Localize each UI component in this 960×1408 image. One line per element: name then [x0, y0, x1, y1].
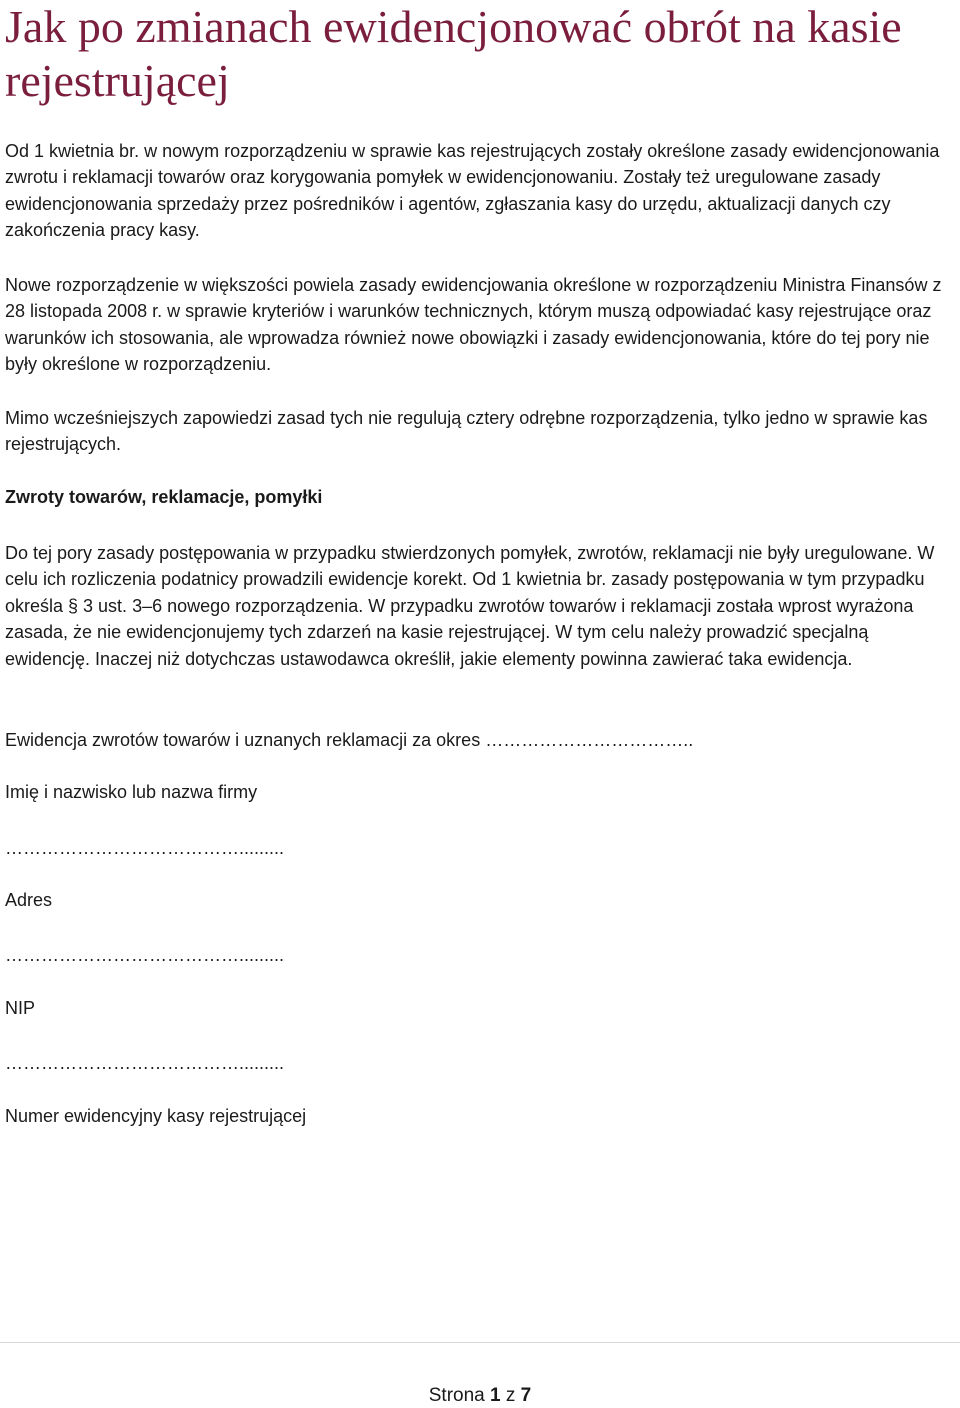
form-dots-nip: ………………………………….........	[5, 1053, 285, 1073]
form-line-period: Ewidencja zwrotów towarów i uznanych reklamacji za okres ……………………………..	[5, 730, 694, 750]
footer-separator: z	[505, 1385, 516, 1406]
footer-divider	[0, 1342, 960, 1343]
form-label-register-number: Numer ewidencyjny kasy rejestrującej	[5, 1106, 307, 1126]
footer-current-page: 1	[490, 1385, 501, 1406]
form-label-address: Adres	[5, 890, 53, 910]
page-footer	[0, 1385, 960, 1407]
footer-total-pages: 7	[520, 1385, 532, 1406]
paragraph-intro: Od 1 kwietnia br. w nowym rozporządzeniu w sprawie kas rejestrujących zostały określone zasady ewidencjonowania zwrotu i reklamacji towarów oraz korygowania pomyłek w ewidencjonowaniu. Zostały też uregulowane zasady ewidencjonowania sprzedaży przez pośredników i agentów, zgłaszania kasy do urzędu, aktualizacji danych czy zakończenia pracy kasy.	[5, 141, 940, 241]
form-dots-name: ………………………………….........	[5, 838, 285, 858]
form-dots-address: ………………………………….........	[5, 945, 285, 965]
footer-prefix: Strona	[428, 1385, 485, 1406]
form-label-name: Imię i nazwisko lub nazwa firmy	[5, 782, 258, 802]
section-heading-returns: Zwroty towarów, reklamacje, pomyłki	[5, 487, 323, 507]
form-label-nip: NIP	[5, 998, 36, 1018]
paragraph-new-regulation: Nowe rozporządzenie w większości powiela zasady ewidencjowania określone w rozporządzeniu Ministra Finansów z 28 listopada 2008 r. w sprawie kryteriów i warunków technicznych, którym muszą odpowiadać kasy rejestrujące oraz warunków ich stosowania, ale wprowadza również nowe obowiązki i zasady ewidencjonowania, które do tej pory nie były określone w rozporządzeniu.	[5, 275, 942, 375]
article-title: Jak po zmianach ewidencjonować obrót na kasie rejestrującej	[5, 1, 902, 106]
paragraph-single-regulation: Mimo wcześniejszych zapowiedzi zasad tych nie regulują cztery odrębne rozporządzenia, tylko jedno w sprawie kas rejestrujących.	[5, 408, 928, 455]
paragraph-returns: Do tej pory zasady postępowania w przypadku stwierdzonych pomyłek, zwrotów, reklamacji nie były uregulowane. W celu ich rozliczenia podatnicy prowadzili ewidencje korekt. Od 1 kwietnia br. zasady postępowania w tym przypadku określa § 3 ust. 3–6 nowego rozporządzenia. W przypadku zwrotów towarów i reklamacji została wprost wyrażona zasada, że nie ewidencjonujemy tych zdarzeń na kasie rejestrującej. W tym celu należy prowadzić specjalną ewidencję. Inaczej niż dotychczas ustawodawca określił, jakie elementy powinna zawierać taka ewidencja.	[5, 543, 935, 669]
